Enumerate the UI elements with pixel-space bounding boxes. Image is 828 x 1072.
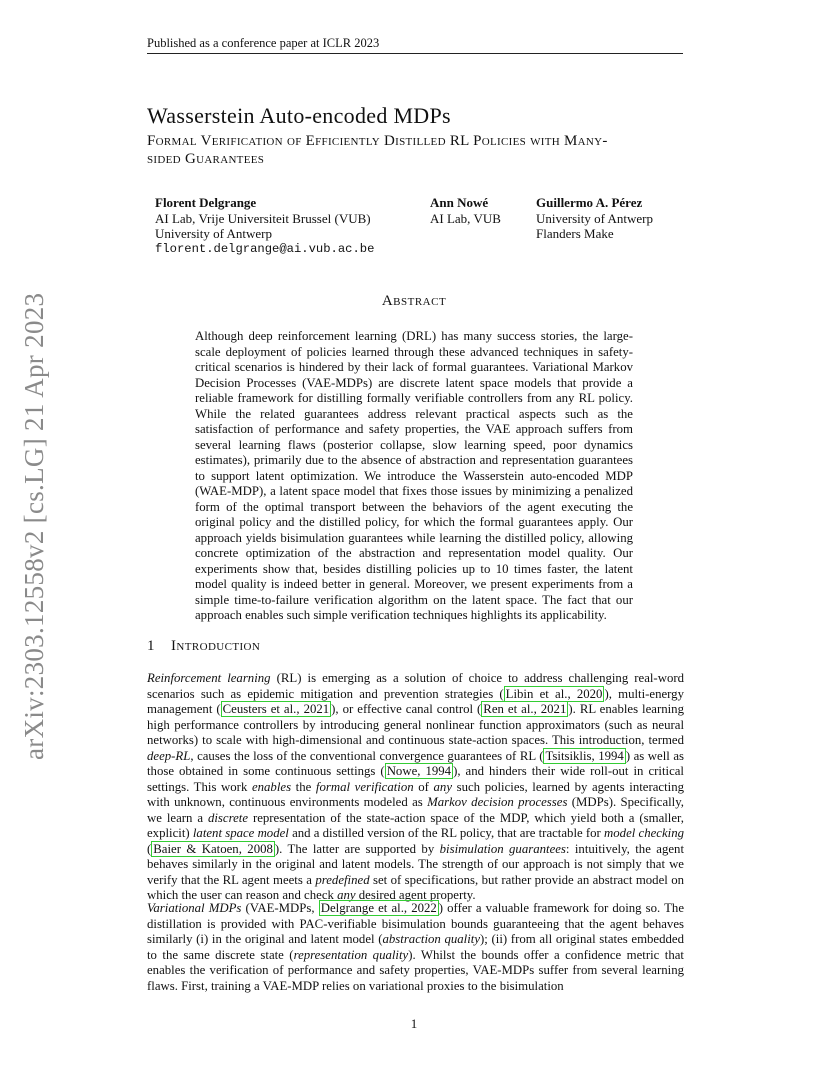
emphasis: discrete bbox=[207, 810, 249, 825]
body-text: such policies, learned by agents interacting with unknown, continuous environments modeled as bbox=[147, 779, 684, 809]
arxiv-identifier-stamp: arXiv:2303.12558v2 [cs.LG] 21 Apr 2023 bbox=[19, 292, 49, 760]
abstract-text: Although deep reinforcement learning (DRL) has many success stories, the large-scale deployment of policies learned through these advanced techniques in safety-critical scenarios is hindered by their lack of formal guarantees. Variational Markov Decision Processes (VAE-MDPs) are discrete latent space models that provide a reliable framework for distilling formally verifiable controllers from any RL policy. While the related guarantees address relevant practical aspects such as the satisfaction of performance and safety properties, the VAE approach suffers from several learning flaws (posterior collapse, slow learning speed, poor dynamics estimates), primarily due to the absence of abstraction and representation guarantees to support latent optimization. We introduce the Wasserstein auto-encoded MDP (WAE-MDP), a latent space model that fixes those issues by minimizing a penalized form of the optimal transport between the behaviors of the agent executing the original policy and the distilled policy, for which the formal guarantees apply. Our approach yields bisimulation guarantees while learning the distilled policy, allowing concrete optimization of the abstraction and representation model quality. Our experiments show that, besides distilling policies up to 10 times faster, the latent model quality is indeed better in general. Moreover, we present experiments from a simple time-to-failure verification algorithm on the latent space. The fact that our approach enables such simple verification techniques highlights its applicability. bbox=[195, 329, 633, 622]
author-block-1 bbox=[155, 195, 374, 257]
author-name: Ann Nowé bbox=[430, 195, 489, 210]
emphasis: latent space model bbox=[192, 826, 289, 840]
body-text: ) offer a valuable framework for doing so. The distillation is provided with PAC-verifiable bisimulation bounds guaranteeing that the agent behaves similarly (i) in the original and latent model ( bbox=[147, 901, 684, 946]
author-block-3 bbox=[536, 195, 653, 242]
body-text: ). RL enables learning high performance controllers by introducing general nonlinear function approximators (such as neural networks) to scale with high-dimensional and continuous state-action spaces. This introduction, termed bbox=[147, 702, 684, 747]
emphasis: any bbox=[433, 779, 453, 794]
body-text: ), and hinders their wide roll-out in critical settings. This work bbox=[147, 764, 684, 794]
body-text: desired agent property. bbox=[355, 888, 476, 902]
citation-link[interactable]: Baier & Katoen, 2008 bbox=[153, 841, 273, 856]
emphasis: bisimulation guarantees bbox=[439, 841, 566, 856]
author-name: Florent Delgrange bbox=[155, 195, 257, 210]
body-text: : intuitively, the agent behaves similarly in the original and latent models. The strength of our approach is not simply that we verify that the RL agent meets a bbox=[147, 841, 684, 887]
emphasis: formal verification bbox=[315, 779, 414, 794]
author-affiliation: University of Antwerp bbox=[155, 226, 272, 241]
emphasis: deep-RL bbox=[147, 748, 191, 763]
body-text: the bbox=[291, 779, 316, 794]
citation-link[interactable]: Nowe, 1994 bbox=[386, 764, 452, 778]
body-text: and a distilled version of the RL policy, that are tractable for bbox=[288, 826, 605, 840]
citation-link[interactable]: Ren et al., 2021 bbox=[483, 702, 567, 716]
running-head: Published as a conference paper at ICLR 2023 bbox=[147, 36, 683, 54]
citation-link[interactable]: Delgrange et al., 2022 bbox=[320, 901, 437, 915]
author-email[interactable]: florent.delgrange@ai.vub.ac.be bbox=[155, 241, 375, 256]
body-text: ); (ii) from all original states embedded to the same discrete state ( bbox=[147, 932, 684, 962]
body-text: ( bbox=[147, 841, 152, 856]
section-number: 1 bbox=[147, 638, 155, 654]
citation-link[interactable]: Tsitsiklis, 1994 bbox=[545, 748, 624, 763]
section-heading-introduction bbox=[147, 638, 260, 655]
citation-link[interactable]: Ceusters et al., 2021 bbox=[222, 702, 330, 716]
body-text: ). Whilst the bounds offer a confidence metric that enables the verification of performance and safety properties, VAE-MDPs suffer from several learning flaws. First, training a VAE-MDP relies on variational proxies to the bisimulation bbox=[147, 947, 684, 993]
author-affiliation: University of Antwerp bbox=[536, 210, 653, 226]
abstract-heading: Abstract bbox=[381, 293, 447, 309]
emphasis: enables bbox=[251, 779, 292, 794]
subtitle-line-2: sided Guarantees bbox=[147, 151, 265, 167]
emphasis: Markov decision processes bbox=[427, 795, 568, 809]
emphasis: predefined bbox=[315, 872, 370, 887]
body-text: ) as well as those obtained in some continuous settings ( bbox=[147, 748, 684, 778]
paper-subtitle bbox=[147, 132, 707, 168]
body-text: set of specifications, but rather provide an abstract model on which the user can reason and check bbox=[147, 872, 685, 902]
subtitle-line-1: Formal Verification of Efficiently Distilled RL Policies with Many- bbox=[147, 133, 608, 149]
intro-paragraph-2 bbox=[147, 901, 684, 994]
body-text: (MDPs). Specifically, we learn a bbox=[147, 795, 685, 825]
page-number: 1 bbox=[410, 1016, 418, 1031]
emphasis: model checking bbox=[604, 826, 684, 840]
citation-link[interactable]: Libin et al., 2020 bbox=[505, 686, 603, 701]
author-name: Guillermo A. Pérez bbox=[536, 195, 643, 210]
body-text: of bbox=[413, 779, 434, 794]
emphasis: representation quality bbox=[293, 947, 409, 962]
author-affiliation: Flanders Make bbox=[536, 226, 614, 241]
author-block-2 bbox=[430, 195, 501, 226]
body-text: representation of the state-action space of the MDP, which yield both a (smaller, explicit) bbox=[147, 810, 684, 840]
author-affiliation: AI Lab, Vrije Universiteit Brussel (VUB) bbox=[155, 210, 371, 226]
body-text: (RL) is emerging as a solution of choice to address challenging real-word scenarios such as epidemic mitigation and prevention strategies ( bbox=[147, 671, 684, 701]
paper-title: Wasserstein Auto-encoded MDPs bbox=[147, 103, 451, 128]
intro-paragraph-1 bbox=[147, 671, 684, 904]
body-text: ). The latter are supported by bbox=[274, 841, 440, 856]
body-text: , causes the loss of the conventional convergence guarantees of RL ( bbox=[190, 748, 544, 763]
emphasis: Reinforcement learning bbox=[147, 671, 271, 685]
emphasis: abstraction quality bbox=[382, 932, 481, 946]
emphasis: any bbox=[337, 888, 356, 902]
body-text: ), or effective canal control ( bbox=[331, 702, 482, 716]
section-title: Introduction bbox=[171, 638, 261, 654]
emphasis: Variational MDPs bbox=[147, 901, 242, 915]
body-text: ), multi-energy management ( bbox=[147, 686, 684, 716]
body-text: (VAE-MDPs, bbox=[241, 901, 319, 915]
author-affiliation: AI Lab, VUB bbox=[430, 210, 501, 226]
